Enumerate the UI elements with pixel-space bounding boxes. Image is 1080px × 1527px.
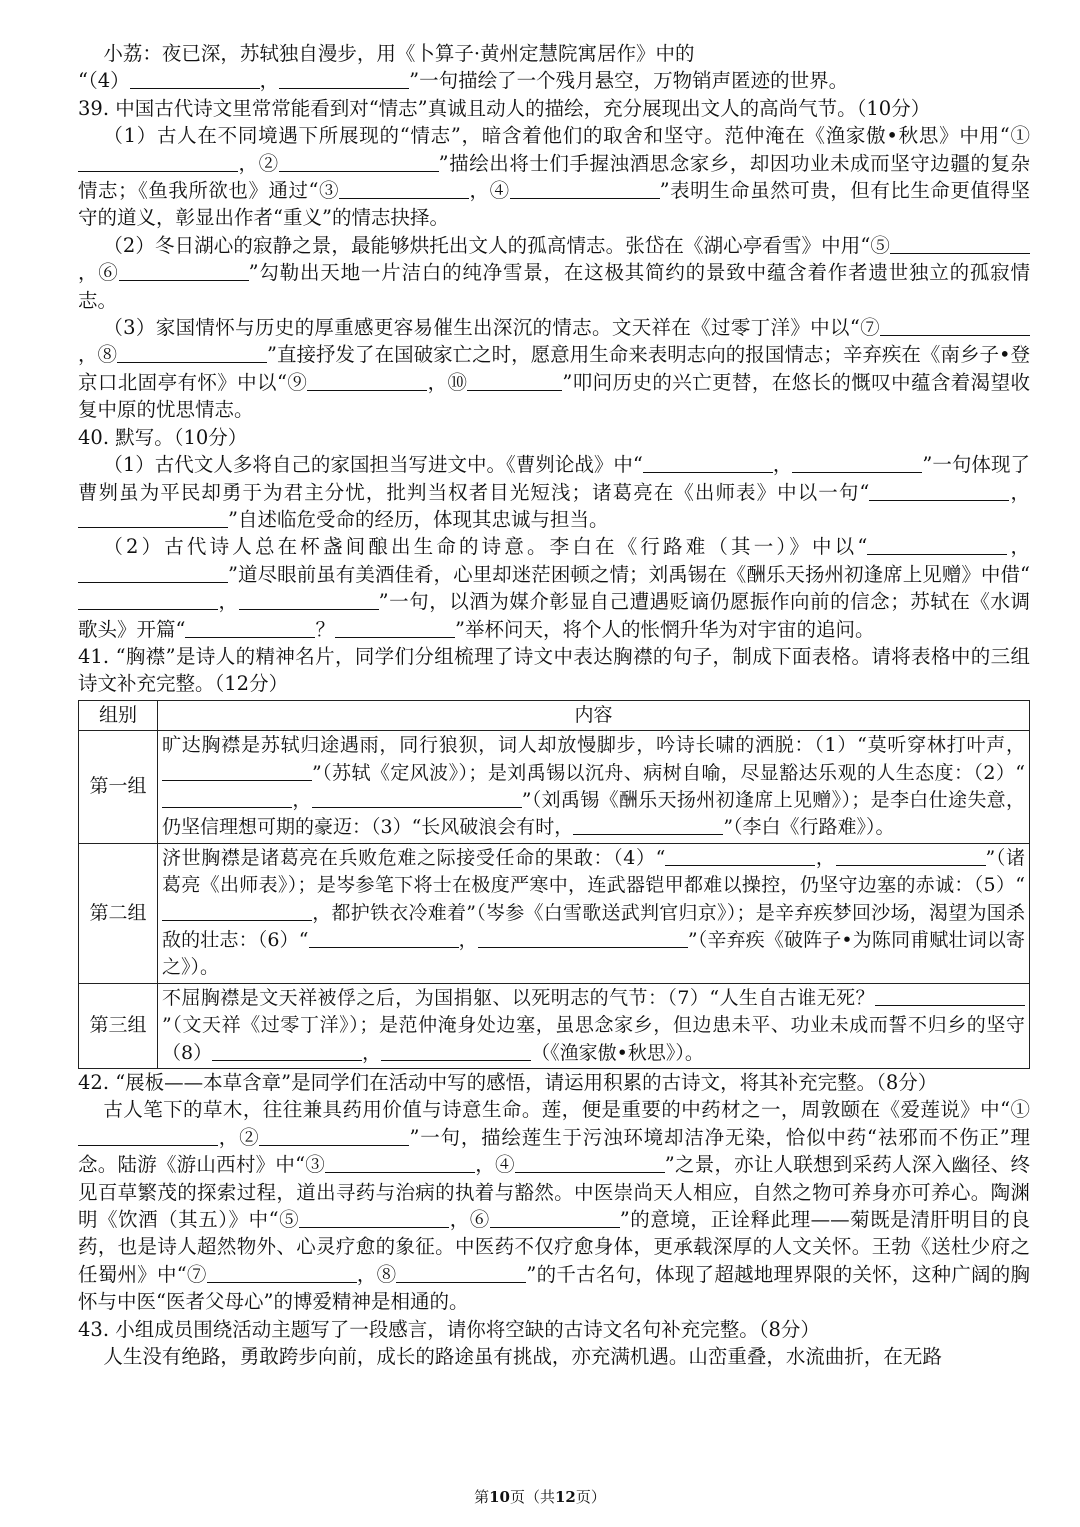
page-number: 10: [489, 1488, 510, 1506]
answer-blank[interactable]: [259, 1125, 409, 1146]
answer-blank[interactable]: [299, 1207, 449, 1228]
group-2-content: 济世胸襟是诸葛亮在兵败危难之际接受任命的果敢：（4）“ ， ”（诸葛亮《出师表》）；是岑参笔下将士在极度严寒中，连武器铠甲都难以操控，仍坚守边塞的赤诚：（5）“，都护铁衣冷难着”（岑参《白雪歌送武判官归京》）；是辛弃疾梦回沙场，渴望为国杀敌的壮志：（6）“ ， ”（辛弃疾《破阵子•为陈同甫赋壮词以寄之》）。: [158, 843, 1030, 983]
question-42-paragraph: 古人笔下的草木，往往兼具药用价值与诗意生命。莲，便是重要的中药材之一，周敦颐在《爱莲说》中“①，② ”一句，描绘莲生于污浊环境却洁净无染，恰似中药“祛邪而不伤正”理念。陆游《游山西村》中“③ ，④ ”之景，亦让人联想到采药人深入幽径、终见百草繁茂的探索过程，道出寻药与治病的执着与豁然。中医崇尚天人相应，自然之物可养身亦可养心。陶渊明《饮酒（其五）》中“⑤ ，⑥ ”的意境，正诠释此理——菊既是清肝明目的良药，也是诗人超然物外、心灵疗愈的象征。中医药不仅疗愈身体，更承载深厚的人文关怀。王勃《送杜少府之任蜀州》中“⑦ ，⑧ ”的千古名句，体现了超越地理界限的关怀，这种广阔的胸怀与中医“医者父母心”的博爱精神是相通的。: [78, 1098, 1030, 1314]
table-row: [79, 731, 1030, 844]
answer-blank[interactable]: [339, 178, 469, 199]
answer-blank[interactable]: [307, 370, 427, 391]
answer-blank[interactable]: [117, 342, 267, 363]
question-41-title: 41. “胸襟”是诗人的精神名片，同学们分组梳理了诗文中表达胸襟的句子，制成下面表格。请将表格中的三组诗文补充完整。（12分）: [78, 644, 1030, 696]
table-row: [79, 843, 1030, 983]
question-42-title: 42. “展板——本草含章”是同学们在活动中写的感悟，请运用积累的古诗文，将其补充完整。（8分）: [78, 1071, 938, 1095]
question-43-paragraph: 人生没有绝路，勇敢跨步向前，成长的路途虽有挑战，亦充满机遇。山峦重叠，水流曲折，在无路: [103, 1345, 942, 1369]
answer-blank[interactable]: [162, 900, 312, 921]
group-1-content: 旷达胸襟是苏轼归途遇雨，同行狼狈，词人却放慢脚步，吟诗长啸的洒脱：（1）“莫听穿林打叶声，”（苏轼《定风波》）；是刘禹锡以沉舟、病树自喻，尽显豁达乐观的人生态度：（2）“， ”（刘禹锡《酬乐天扬州初逢席上见赠》）；是李白仕途失意，仍坚信理想可期的豪迈：（3）“长风破浪会有时， ”（李白《行路难》）。: [158, 731, 1030, 844]
intro-text: 小荔：夜已深，苏轼独自漫步，用《卜算子·黄州定慧院寓居作》中的: [103, 42, 695, 65]
question-39-part-2: （2）冬日湖心的寂静之景，最能够烘托出文人的孤高情志。张岱在《湖心亭看雪》中用“⑤，⑥ ”勾勒出天地一片洁白的纯净雪景，在这极其简约的景致中蕴含着作者遗世独立的孤寂情志。: [78, 233, 1030, 312]
header-content: 内容: [158, 700, 1030, 730]
answer-blank[interactable]: [309, 927, 459, 948]
intro-tail: ”一句描绘了一个残月悬空，万物销声匿迹的世界。: [409, 69, 849, 93]
group-3-content: 不屈胸襟是文天祥被俘之后，为国捐躯、以死明志的气节：（7）“人生自古谁无死？”（文天祥《过零丁洋》）；是范仲淹身处边塞，虽思念家乡，但边患未平、功业未成而誓不归乡的坚守（8） ， （《渔家傲•秋思》）。: [158, 983, 1030, 1068]
answer-blank[interactable]: [643, 452, 773, 473]
answer-blank[interactable]: [78, 562, 228, 583]
answer-blank[interactable]: [130, 68, 260, 89]
answer-blank[interactable]: [381, 1040, 531, 1061]
answer-blank[interactable]: [490, 1207, 620, 1228]
answer-blank[interactable]: [312, 787, 522, 808]
answer-blank[interactable]: [335, 617, 455, 638]
answer-blank[interactable]: [478, 927, 688, 948]
answer-blank[interactable]: [867, 534, 1007, 555]
question-40-part-1: （1）古代文人多将自己的家国担当写进文中。《曹刿论战》中“ ， ”一句体现了曹刿虽为平民却勇于为君主分忧，批判当权者目光短浅；诸葛亮在《出师表》中以一句“ ，”自述临危受命的经历，体现其忠诚与担当。: [78, 453, 1030, 531]
answer-blank[interactable]: [279, 68, 409, 89]
answer-blank[interactable]: [78, 507, 228, 528]
answer-blank[interactable]: [836, 845, 986, 866]
question-39-part-3: （3）家国情怀与历史的厚重感更容易催生出深沉的情志。文天祥在《过零丁洋》中以“⑦，⑧ ”直接抒发了在国破家亡之时，愿意用生命来表明志向的报国情志；辛弃疾在《南乡子•登京口北固亭有怀》中以“⑨ ，⑩ ”叩问历史的兴亡更替，在悠长的慨叹中蕴含着渴望收复中原的忧思情志。: [78, 316, 1030, 422]
separator: ，: [259, 69, 280, 93]
answer-blank[interactable]: [665, 845, 815, 866]
answer-blank[interactable]: [162, 760, 312, 781]
group-3-label: 第三组: [79, 983, 158, 1068]
answer-blank[interactable]: [890, 233, 1030, 254]
intro-num: “（4）: [78, 69, 130, 93]
answer-blank[interactable]: [185, 617, 315, 638]
answer-blank[interactable]: [279, 151, 439, 172]
table-header-row: [79, 700, 1030, 730]
answer-blank[interactable]: [467, 370, 562, 391]
exam-page: [78, 40, 1030, 1371]
answer-blank[interactable]: [875, 985, 1025, 1006]
question-40-part-2: （2）古代诗人总在杯盏间酿出生命的诗意。李白在《行路难（其一）》中以“ ，”道尽眼前虽有美酒佳肴，心里却迷茫困顿之情；刘禹锡在《酬乐天扬州初逢席上见赠》中借“， ”一句，以酒为媒介彰显自己遭遇贬谪仍愿振作向前的信念；苏轼在《水调歌头》开篇“ ？ ”举杯问天，将个人的怅惘升华为对宇宙的追问。: [78, 535, 1030, 641]
answer-blank[interactable]: [78, 589, 218, 610]
answer-blank[interactable]: [78, 1125, 218, 1146]
answer-blank[interactable]: [792, 452, 922, 473]
question-40-title: 40. 默写。（10分）: [78, 425, 248, 449]
answer-blank[interactable]: [396, 1262, 526, 1283]
answer-blank[interactable]: [212, 1040, 362, 1061]
answer-blank[interactable]: [239, 589, 379, 610]
answer-blank[interactable]: [78, 151, 238, 172]
answer-blank[interactable]: [515, 1152, 665, 1173]
chest-table: [78, 700, 1030, 1069]
answer-blank[interactable]: [510, 178, 660, 199]
question-43-title: 43. 小组成员围绕活动主题写了一段感言，请你将空缺的古诗文名句补充完整。（8分）: [78, 1317, 820, 1341]
header-group: 组别: [79, 700, 158, 730]
intro-paragraph: [78, 40, 1030, 95]
question-39-part-1: （1）古人在不同境遇下所展现的“情志”，暗含着他们的取舍和坚守。范仲淹在《渔家傲•秋思》中用“①，② ”描绘出将士们手握浊酒思念家乡，却因功业未成而坚守边疆的复杂情志；《鱼我所欲也》通过“③ ，④ ”表明生命虽然可贵，但有比生命更值得坚守的道义，彰显出作者“重义”的情志抉择。: [78, 124, 1030, 230]
answer-blank[interactable]: [162, 787, 292, 808]
answer-blank[interactable]: [325, 1152, 475, 1173]
question-39-title: 39. 中国古代诗文里常常能看到对“情志”真诚且动人的描绘，充分展现出文人的高尚气节。（10分）: [78, 96, 931, 120]
group-2-label: 第二组: [79, 843, 158, 983]
page-footer: 第10页（共12页）: [474, 1488, 606, 1506]
answer-blank[interactable]: [119, 260, 249, 281]
group-1-label: 第一组: [79, 731, 158, 844]
answer-blank[interactable]: [573, 814, 723, 835]
table-row: [79, 983, 1030, 1068]
answer-blank[interactable]: [880, 315, 1030, 336]
answer-blank[interactable]: [207, 1262, 357, 1283]
total-pages: 12: [555, 1488, 576, 1506]
answer-blank[interactable]: [869, 480, 1009, 501]
